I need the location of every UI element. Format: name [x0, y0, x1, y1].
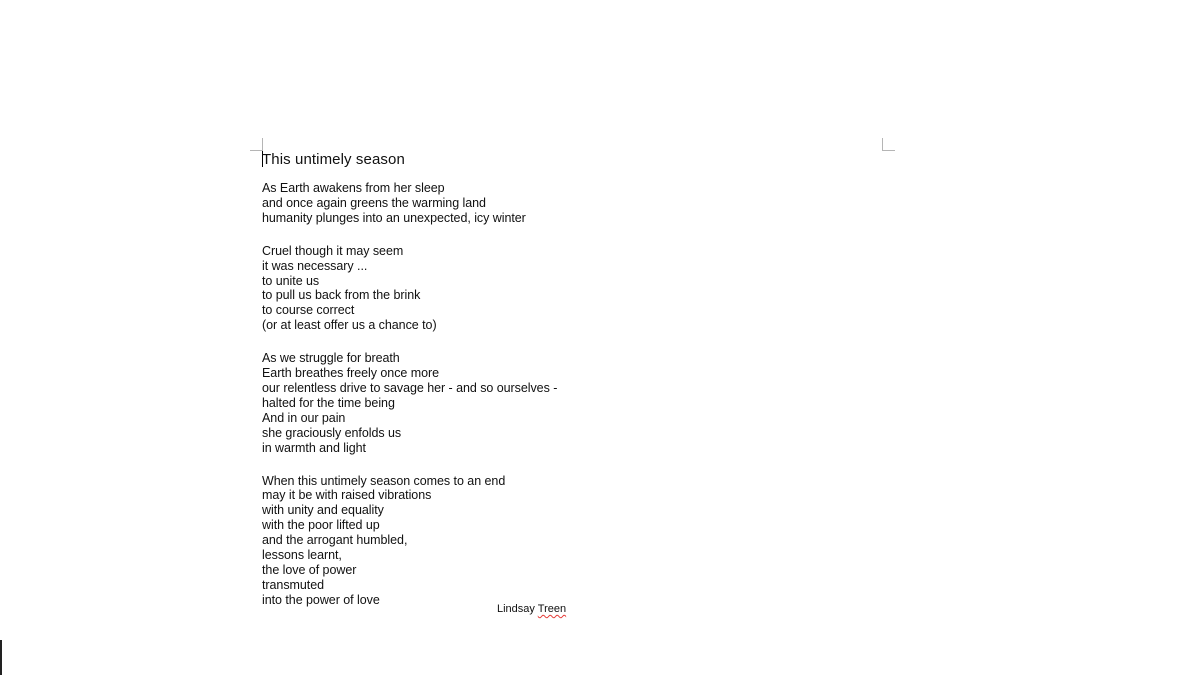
stanza-4: [262, 474, 882, 608]
poem-line: and once again greens the warming land: [262, 195, 486, 210]
poem-line: When this untimely season comes to an end: [262, 473, 506, 488]
poem-line: our relentless drive to savage her - and so ourselves -: [262, 380, 558, 395]
author-last-name: Treen: [537, 603, 567, 615]
poem-line: with the poor lifted up: [262, 518, 380, 533]
poem-title: This untimely season: [262, 151, 405, 168]
poem-line: may it be with raised vibrations: [262, 488, 432, 503]
poem-line: transmuted: [262, 577, 325, 592]
poem-line: As Earth awakens from her sleep: [262, 181, 445, 195]
document-body[interactable]: [262, 150, 882, 608]
poem-line: to course correct: [262, 303, 355, 318]
poem-line: humanity plunges into an unexpected, icy winter: [262, 210, 526, 225]
poem-line: and the arrogant humbled,: [262, 533, 408, 548]
poem-line: with unity and equality: [262, 503, 384, 518]
poem-line: Cruel though it may seem: [262, 243, 404, 258]
poem-line: she graciously enfolds us: [262, 425, 402, 440]
poem-line: (or at least offer us a chance to): [262, 318, 437, 333]
poem-line: halted for the time being: [262, 395, 395, 410]
stanza-2: [262, 244, 882, 333]
poem-line: As we struggle for breath: [262, 351, 400, 366]
author-signature: [497, 603, 566, 616]
poem-line: it was necessary ...: [262, 258, 368, 273]
poem-line: lessons learnt,: [262, 548, 342, 563]
window-edge-marker: [0, 640, 2, 675]
poem-line: into the power of love: [262, 592, 380, 607]
poem-line: the love of power: [262, 562, 357, 577]
poem-line: to unite us: [262, 273, 320, 288]
poem-line: Earth breathes freely once more: [262, 366, 440, 381]
poem-line: And in our pain: [262, 410, 346, 425]
stanza-3: [262, 351, 882, 455]
poem-line: to pull us back from the brink: [262, 288, 421, 303]
author-first-name: Lindsay: [497, 603, 535, 615]
poem-line: in warmth and light: [262, 440, 366, 455]
margin-corner-top-right: [882, 138, 895, 151]
stanza-1: [262, 181, 882, 226]
